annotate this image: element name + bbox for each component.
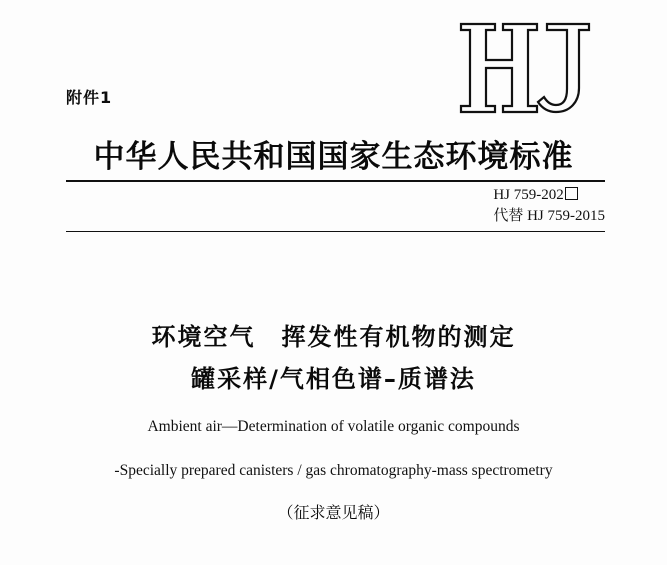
attachment-label: 附件1 bbox=[66, 88, 113, 107]
document-title-line-2: 罐采样/气相色谱–质谱法 bbox=[191, 365, 476, 393]
draft-notice: （征求意见稿） bbox=[277, 503, 390, 522]
english-title-line-2: -Specially prepared canisters / gas chromatography-mass spectrometry bbox=[114, 462, 553, 479]
hj-logo bbox=[455, 18, 595, 118]
standard-number-line bbox=[493, 185, 605, 206]
replaces-standard-line: 代替 HJ 759-2015 bbox=[493, 208, 605, 224]
standard-number-block bbox=[493, 185, 605, 227]
divider-top bbox=[66, 180, 605, 182]
pending-year-box-icon bbox=[565, 187, 578, 200]
divider-bottom bbox=[66, 231, 605, 232]
document-title bbox=[0, 316, 667, 400]
standard-number: HJ 759-202 bbox=[493, 187, 564, 203]
document-title-line-1: 环境空气 挥发性有机物的测定 bbox=[151, 323, 516, 351]
standard-authority-title: 中华人民共和国国家生态环境标准 bbox=[93, 139, 574, 175]
english-title-line-1: Ambient air—Determination of volatile organic compounds bbox=[147, 418, 520, 435]
